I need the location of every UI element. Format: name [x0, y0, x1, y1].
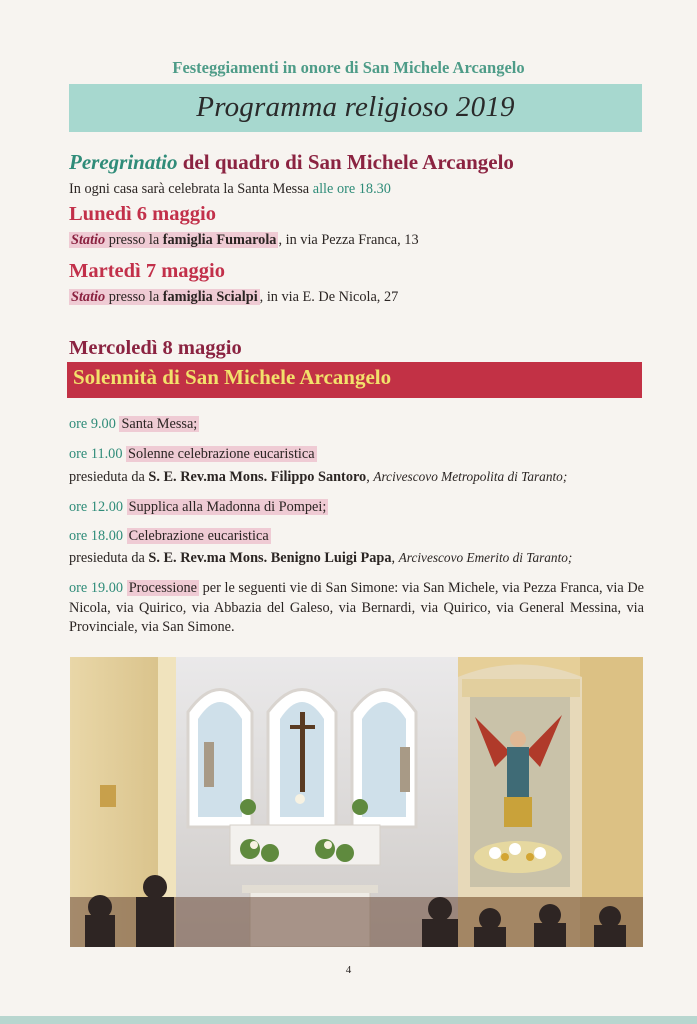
- family-name: famiglia Fumarola: [162, 232, 277, 248]
- peregrinatio-heading-rest: del quadro di San Michele Arcangelo: [177, 150, 514, 174]
- statio-word: Statio: [71, 289, 106, 305]
- presider-prefix: presieduta da: [69, 469, 149, 485]
- event-line: [69, 499, 328, 516]
- peregrinatio-heading: [69, 150, 514, 175]
- presider-sep: ,: [391, 550, 399, 566]
- event-title: Solenne celebrazione eucaristica: [128, 446, 315, 462]
- event-time: ore 9.00: [69, 416, 116, 432]
- presider-prefix: presieduta da: [69, 550, 149, 566]
- event-title: Processione: [128, 580, 197, 596]
- event-title: Supplica alla Madonna di Pompei;: [128, 499, 327, 515]
- statio-post: , in via E. De Nicola, 27: [259, 289, 399, 305]
- presider-name: S. E. Rev.ma Mons. Filippo Santoro: [148, 469, 367, 485]
- mass-info-time: alle ore 18.30: [312, 181, 391, 197]
- event-title: Celebrazione eucaristica: [128, 528, 269, 544]
- presider-role: Arcivescovo Metropolita di Taranto;: [373, 469, 568, 484]
- title-banner: [69, 84, 642, 132]
- page-number: 4: [345, 964, 352, 976]
- page-title: Programma religioso 2019: [196, 91, 515, 123]
- presider-sep: ,: [366, 469, 374, 485]
- event-time: ore 19.00: [69, 580, 124, 596]
- day-heading: Lunedì 6 maggio: [69, 203, 216, 225]
- bottom-stripe: [0, 1016, 697, 1024]
- presider-name: S. E. Rev.ma Mons. Benigno Luigi Papa: [148, 550, 392, 566]
- procession-route: per le seguenti vie di San Simone: via San Michele, via Pezza Franca, via De Nicola, via Quirico, via Abbazia del Galeso, via Bernardi, via Quirico, via General Messina, via Provinciale, via San Simone.: [69, 580, 645, 635]
- mass-info-line: [69, 181, 391, 198]
- event-time: ore 18.00: [69, 528, 123, 544]
- solennita-bar: [67, 362, 642, 398]
- day-heading: Martedì 7 maggio: [69, 260, 225, 282]
- statio-highlight: [69, 232, 278, 248]
- event-presider-line: [69, 550, 572, 567]
- event-line: [69, 416, 199, 433]
- event-time: ore 12.00: [69, 499, 123, 515]
- statio-pre: presso la: [105, 232, 163, 248]
- statio-highlight: [69, 289, 260, 305]
- page-subtitle: Festeggiamenti in onore di San Michele Arcangelo: [172, 58, 525, 77]
- peregrinatio-word: Peregrinatio: [69, 150, 178, 174]
- presider-role: Arcivescovo Emerito di Taranto;: [398, 550, 573, 565]
- statio-post: , in via Pezza Franca, 13: [278, 232, 419, 248]
- day-statio-line: [69, 289, 398, 306]
- event-line: [69, 446, 317, 463]
- church-interior-illustration: [70, 657, 643, 947]
- event-presider-line: [69, 469, 567, 486]
- mercoledi-heading: Mercoledì 8 maggio: [69, 337, 242, 359]
- statio-pre: presso la: [105, 289, 163, 305]
- church-interior-photo: [70, 657, 643, 947]
- family-name: famiglia Scialpi: [162, 289, 258, 305]
- solennita-title: Solennità di San Michele Arcangelo: [73, 365, 392, 389]
- procession-paragraph: [69, 579, 644, 638]
- event-line: [69, 528, 271, 545]
- event-title: Santa Messa;: [121, 416, 198, 432]
- day-statio-line: [69, 232, 419, 249]
- statio-word: Statio: [71, 232, 106, 248]
- event-time: ore 11.00: [69, 446, 123, 462]
- mass-info-text: In ogni casa sarà celebrata la Santa Messa: [69, 181, 313, 197]
